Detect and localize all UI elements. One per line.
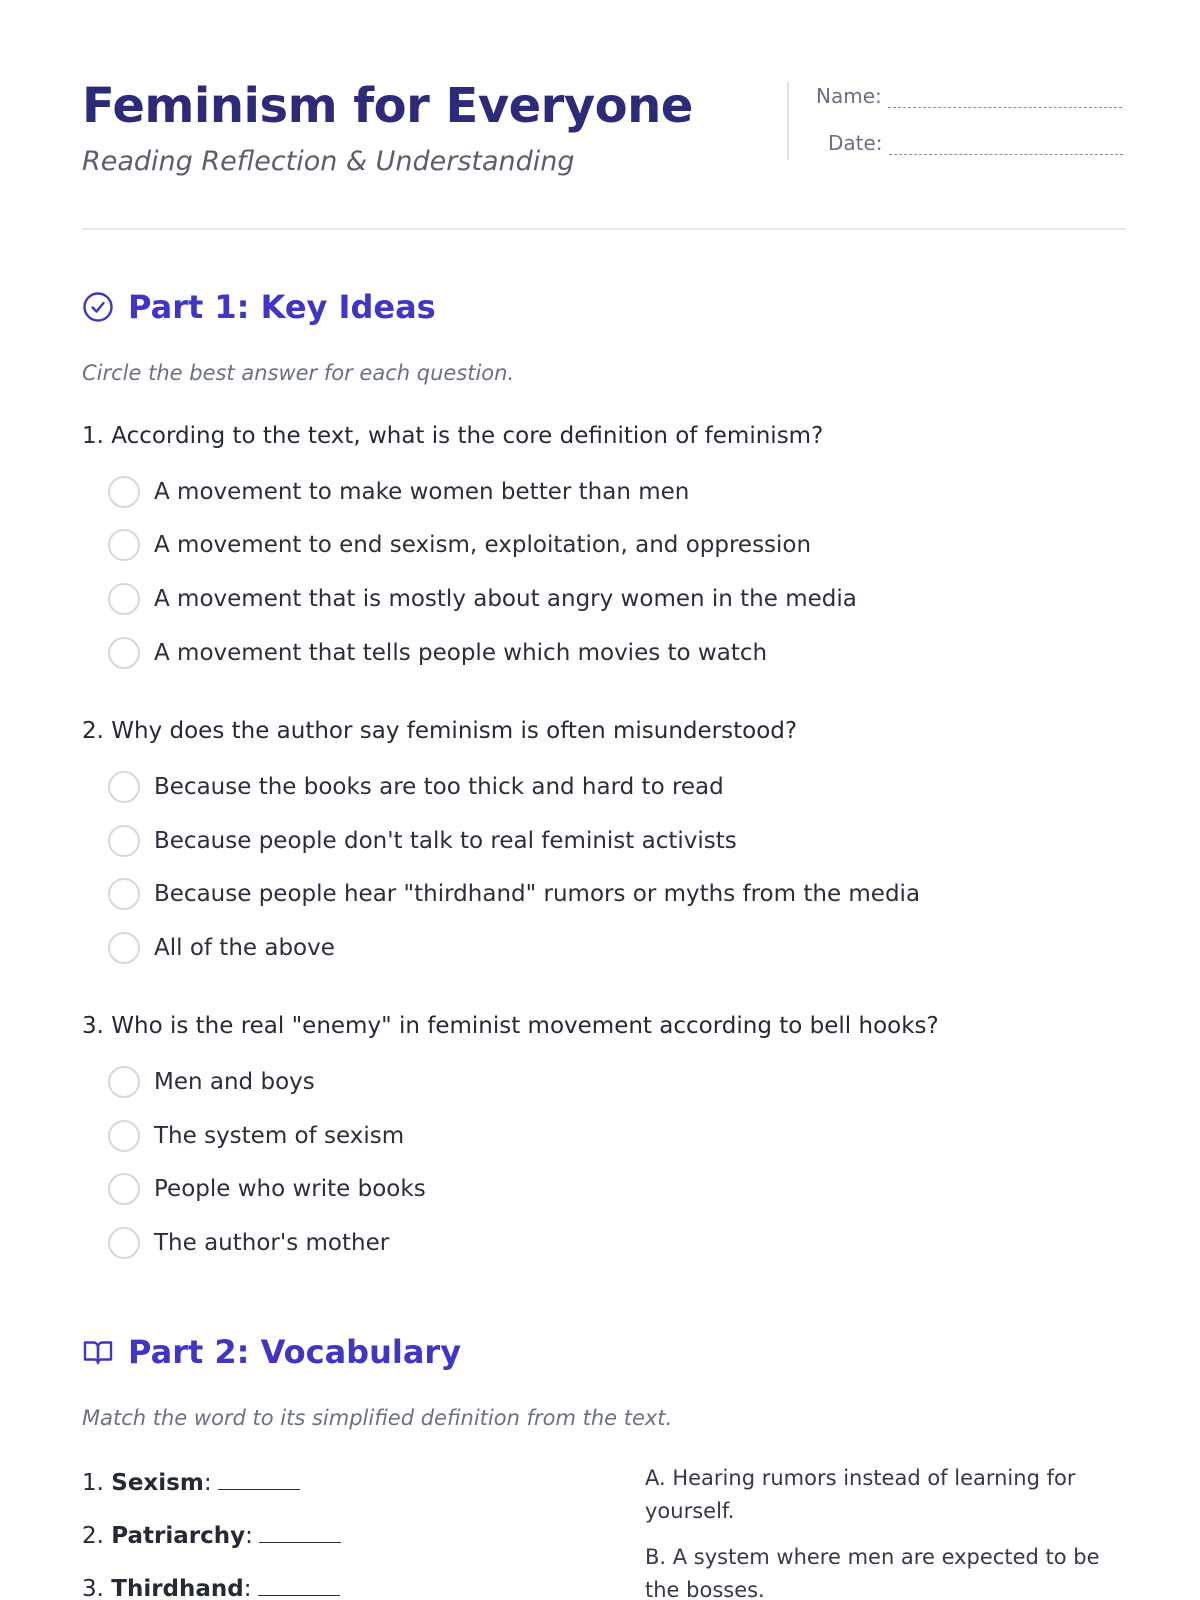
answer-blank[interactable] — [258, 1576, 340, 1596]
radio-circle[interactable] — [108, 1066, 140, 1098]
option-label: All of the above — [154, 935, 335, 961]
part2-instruction: Match the word to its simplified definition from the text. — [82, 1406, 673, 1430]
option-label: Because people don't talk to real feminist activists — [154, 828, 737, 854]
q1-option-c[interactable] — [108, 582, 857, 616]
date-blank-line[interactable] — [889, 133, 1123, 155]
check-circle-icon — [82, 291, 114, 323]
name-field[interactable] — [816, 84, 1122, 112]
part1-heading-text: Part 1: Key Ideas — [128, 288, 436, 326]
radio-circle[interactable] — [108, 1120, 140, 1152]
vocab-item-thirdhand — [82, 1576, 340, 1600]
vocab-colon: : — [245, 1523, 253, 1549]
radio-circle[interactable] — [108, 932, 140, 964]
radio-circle[interactable] — [108, 583, 140, 615]
option-label: A movement to make women better than men — [154, 479, 690, 505]
radio-circle[interactable] — [108, 476, 140, 508]
radio-circle[interactable] — [108, 771, 140, 803]
definition-a: A. Hearing rumors instead of learning for yourself. — [645, 1466, 1076, 1523]
q2-option-d[interactable] — [108, 931, 335, 965]
q3-option-d[interactable] — [108, 1226, 389, 1260]
q1-option-b[interactable] — [108, 528, 811, 562]
radio-circle[interactable] — [108, 637, 140, 669]
option-label: Men and boys — [154, 1069, 315, 1095]
vocab-word: Thirdhand — [111, 1576, 244, 1600]
part1-instruction: Circle the best answer for each question. — [82, 361, 515, 385]
vocab-colon: : — [203, 1470, 212, 1496]
option-label: The author's mother — [154, 1230, 390, 1256]
q1-option-a[interactable] — [108, 475, 689, 509]
option-label: A movement to end sexism, exploitation, and oppression — [154, 532, 812, 558]
name-blank-line[interactable] — [888, 86, 1122, 108]
option-label: Because people hear "thirdhand" rumors or myths from the media — [154, 881, 921, 907]
part1-heading — [82, 288, 436, 326]
part2-heading — [82, 1333, 461, 1371]
option-label: A movement that is mostly about angry women in the media — [154, 586, 857, 612]
radio-circle[interactable] — [108, 878, 140, 910]
vocab-word: Sexism — [111, 1470, 204, 1496]
date-field[interactable] — [828, 131, 1123, 159]
page-subtitle: Reading Reflection & Understanding — [82, 146, 575, 177]
vocab-item-sexism — [82, 1470, 300, 1496]
option-label: A movement that tells people which movies to watch — [154, 640, 768, 666]
radio-circle[interactable] — [108, 529, 140, 561]
option-label: The system of sexism — [154, 1123, 405, 1149]
q2-option-a[interactable] — [108, 770, 724, 804]
header-divider — [787, 82, 789, 160]
question-1: 1. According to the text, what is the core definition of feminism? — [82, 423, 824, 449]
date-label: Date: — [828, 131, 883, 155]
q1-option-d[interactable] — [108, 636, 767, 670]
option-label: Because the books are too thick and hard to read — [154, 774, 724, 800]
question-2: 2. Why does the author say feminism is often misunderstood? — [82, 718, 798, 744]
question-3: 3. Who is the real "enemy" in feminist movement according to bell hooks? — [82, 1013, 939, 1039]
vocab-number: 2. — [82, 1523, 104, 1549]
radio-circle[interactable] — [108, 1227, 140, 1259]
vocab-word: Patriarchy — [111, 1523, 246, 1549]
vocab-number: 3. — [82, 1576, 104, 1600]
answer-blank[interactable] — [218, 1470, 300, 1490]
radio-circle[interactable] — [108, 825, 140, 857]
header-rule — [82, 228, 1126, 230]
option-label: People who write books — [154, 1176, 426, 1202]
name-label: Name: — [816, 84, 882, 108]
vocab-number: 1. — [82, 1470, 104, 1496]
vocab-colon: : — [243, 1576, 252, 1600]
vocab-item-patriarchy — [82, 1523, 341, 1549]
q2-option-b[interactable] — [108, 824, 737, 858]
q3-option-c[interactable] — [108, 1172, 426, 1206]
q3-option-b[interactable] — [108, 1119, 404, 1153]
radio-circle[interactable] — [108, 1173, 140, 1205]
q3-option-a[interactable] — [108, 1065, 315, 1099]
page-title: Feminism for Everyone — [82, 78, 693, 134]
q2-option-c[interactable] — [108, 877, 920, 911]
open-book-icon — [82, 1336, 114, 1368]
part2-heading-text: Part 2: Vocabulary — [128, 1333, 462, 1371]
definition-b: B. A system where men are expected to be the bosses. — [645, 1545, 1100, 1600]
answer-blank[interactable] — [259, 1523, 341, 1543]
